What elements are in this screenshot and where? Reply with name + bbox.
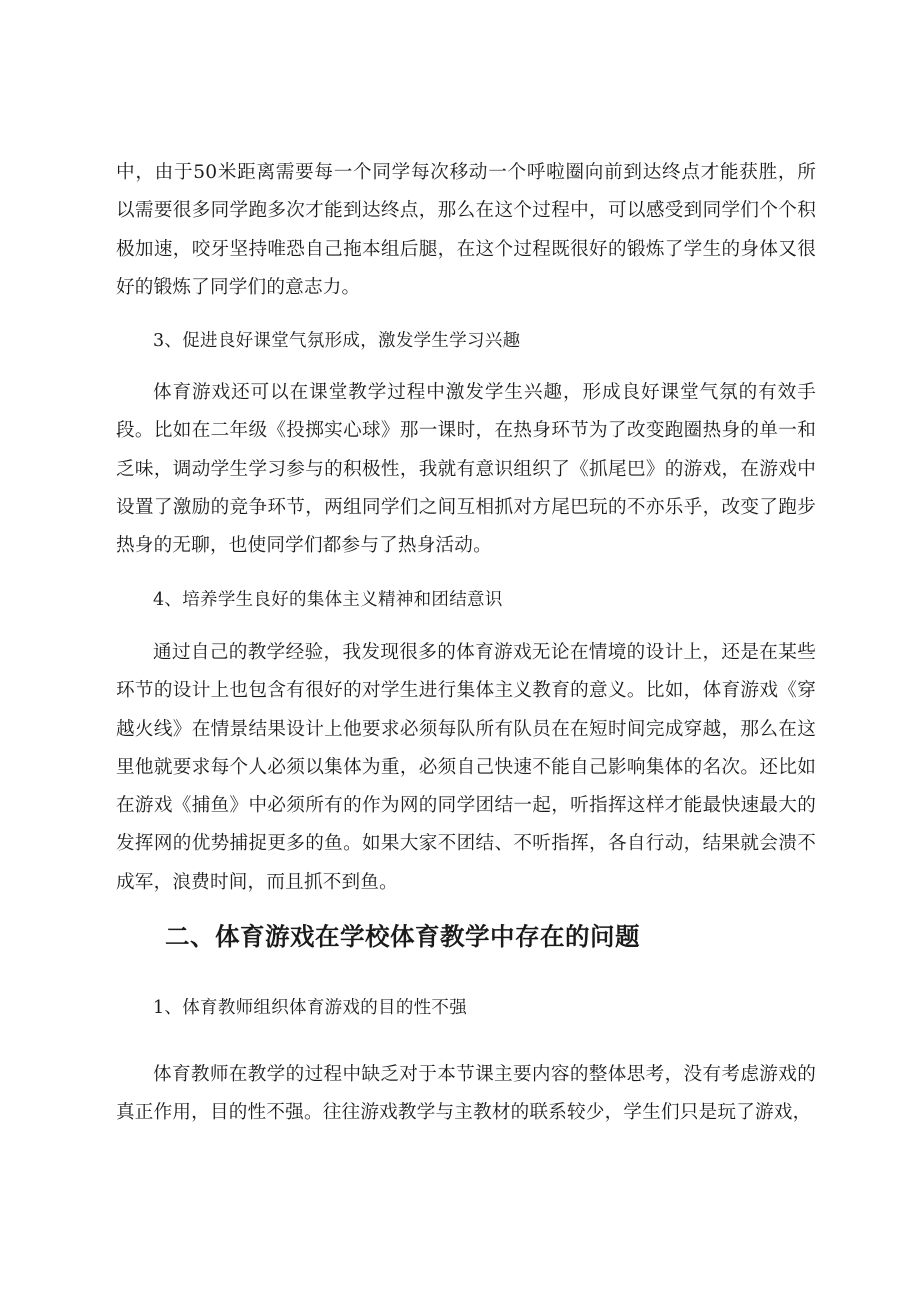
paragraph-problem-1: 体育教师在教学的过程中缺乏对于本节课主要内容的整体思考，没有考虑游戏的真正作用，目的性不强。往往游戏教学与主教材的联系较少，学生们只是玩了游戏， <box>116 1064 816 1124</box>
subheading-1: 1、体育教师组织体育游戏的目的性不强 <box>153 998 468 1018</box>
paragraph-section-4: 通过自己的教学经验，我发现很多的体育游戏无论在情境的设计上，还是在某些环节的设计上也包含有很好的对学生进行集体主义教育的意义。比如，体育游戏《穿越火线》在情景结果设计上他要求必须每队所有队员在在短时间完成穿越，那么在这里他就要求每个人必须以集体为重，必须自己快速不能自己影响集体的名次。还比如在游戏《捕鱼》中必须所有的作为网的同学团结一起，听指挥这样才能最快速最大的发挥网的优势捕捉更多的鱼。如果大家不团结、不听指挥，各自行动，结果就会溃不成军，浪费时间，而且抓不到鱼。 <box>116 642 816 893</box>
paragraph-section-3: 体育游戏还可以在课堂教学过程中激发学生兴趣，形成良好课堂气氛的有效手段。比如在二年级《投掷实心球》那一课时，在热身环节为了改变跑圈热身的单一和乏味，调动学生学习参与的积极性，我就有意识组织了《抓尾巴》的游戏，在游戏中设置了激励的竞争环节，两组同学们之间互相抓对方尾巴玩的不亦乐乎，改变了跑步热身的无聊，也使同学们都参与了热身活动。 <box>116 382 816 557</box>
subheading-4: 4、培养学生良好的集体主义精神和团结意识 <box>153 590 503 610</box>
subheading-3: 3、促进良好课堂气氛形成，激发学生学习兴趣 <box>153 331 521 351</box>
paragraph-continuation: 中，由于50米距离需要每一个同学每次移动一个呼啦圈向前到达终点才能获胜，所以需要很多同学跑多次才能到达终点，那么在这个过程中，可以感受到同学们个个积极加速，咬牙坚持唯恐自己拖本组后腿，在这个过程既很好的锻炼了学生的身体又很好的锻炼了同学们的意志力。 <box>116 162 816 298</box>
section-title: 二、体育游戏在学校体育教学中存在的问题 <box>165 922 640 951</box>
